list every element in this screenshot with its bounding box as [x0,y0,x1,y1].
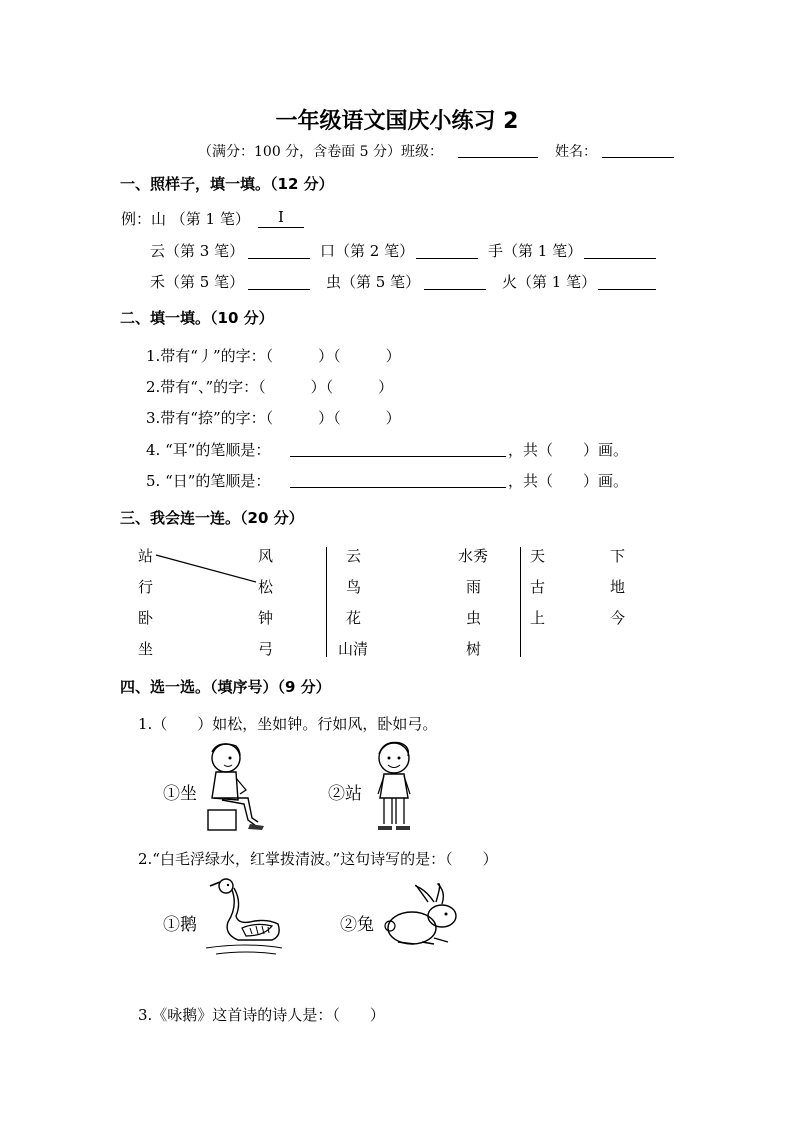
match-word[interactable]: 树 [466,640,482,658]
order-item-suffix: ，共（ ）画。 [508,441,629,459]
rabbit-illustration [384,882,462,952]
order-item-prefix: 5. “日”的笔顺是： [146,472,271,490]
question-1: 1.（ ）如松，坐如钟。行如风，卧如弓。 [138,715,438,733]
group-divider [520,547,521,657]
option-stand-label: ②站 [328,784,362,804]
score-note: （满分：100 分，含卷面 5 分）班级： [198,144,443,160]
match-word[interactable]: 风 [258,547,274,565]
match-word[interactable]: 坐 [138,640,154,658]
page-title: 一年级语文国庆小练习 2 [275,109,519,134]
sitting-boy-illustration [200,738,270,833]
stroke-item: 禾（第 5 笔） [150,273,245,291]
match-word[interactable]: 云 [346,547,362,565]
stroke-item: 虫（第 5 笔） [326,273,421,291]
match-word[interactable]: 松 [258,578,274,596]
option-rabbit-label: ②兔 [340,915,374,935]
match-word[interactable]: 天 [530,547,546,565]
match-word[interactable]: 上 [530,609,546,627]
stroke-item: 火（第 1 笔） [502,273,597,291]
fill-item: 1.带有“丿”的字：（ ）（ ） [146,347,401,365]
standing-boy-illustration [370,738,420,833]
fill-item: 2.带有“、”的字：（ ）（ ） [146,378,394,396]
match-word[interactable]: 下 [610,547,626,565]
goose-illustration [206,876,286,956]
match-word[interactable]: 鸟 [346,578,362,596]
match-word[interactable]: 水秀 [458,547,489,565]
match-word[interactable]: 虫 [466,609,482,627]
match-word[interactable]: 卧 [138,609,154,627]
example-answer: I [278,208,284,226]
question-3: 3.《咏鹅》这首诗的诗人是：（ ） [138,1006,385,1024]
stroke-item: 手（第 1 笔） [488,242,583,260]
group-divider [326,547,327,657]
section2-heading: 二、填一填。（10 分） [120,309,274,327]
section4-heading: 四、选一选。（填序号）（9 分） [120,678,331,696]
section1-heading: 一、照样子，填一填。（12 分） [120,175,334,193]
stroke-item: 云（第 3 笔） [150,242,245,260]
match-word[interactable]: 行 [138,578,154,596]
option-goose-label: ①鹅 [163,915,197,935]
option-sit-label: ①坐 [163,784,197,804]
match-word[interactable]: 古 [530,578,546,596]
match-word[interactable]: 山清 [338,640,369,658]
match-word[interactable]: 今 [610,609,626,627]
section3-heading: 三、我会连一连。（20 分） [120,509,304,527]
match-word[interactable]: 地 [610,578,626,596]
order-item-suffix: ，共（ ）画。 [508,472,629,490]
match-word[interactable]: 花 [346,609,362,627]
fill-item: 3.带有“捺”的字：（ ）（ ） [146,409,401,427]
order-item-prefix: 4. “耳”的笔顺是： [146,441,271,459]
match-word[interactable]: 雨 [466,578,482,596]
question-2: 2.“白毛浮绿水，红掌拨清波。”这句诗写的是：（ ） [138,850,498,868]
match-word[interactable]: 钟 [258,609,274,627]
match-word[interactable]: 弓 [258,640,274,658]
stroke-item: 口（第 2 笔） [320,242,415,260]
name-label: 姓名： [555,144,597,160]
match-word[interactable]: 站 [138,547,154,565]
example-prefix: 例：山 （第 1 笔） [121,210,250,228]
